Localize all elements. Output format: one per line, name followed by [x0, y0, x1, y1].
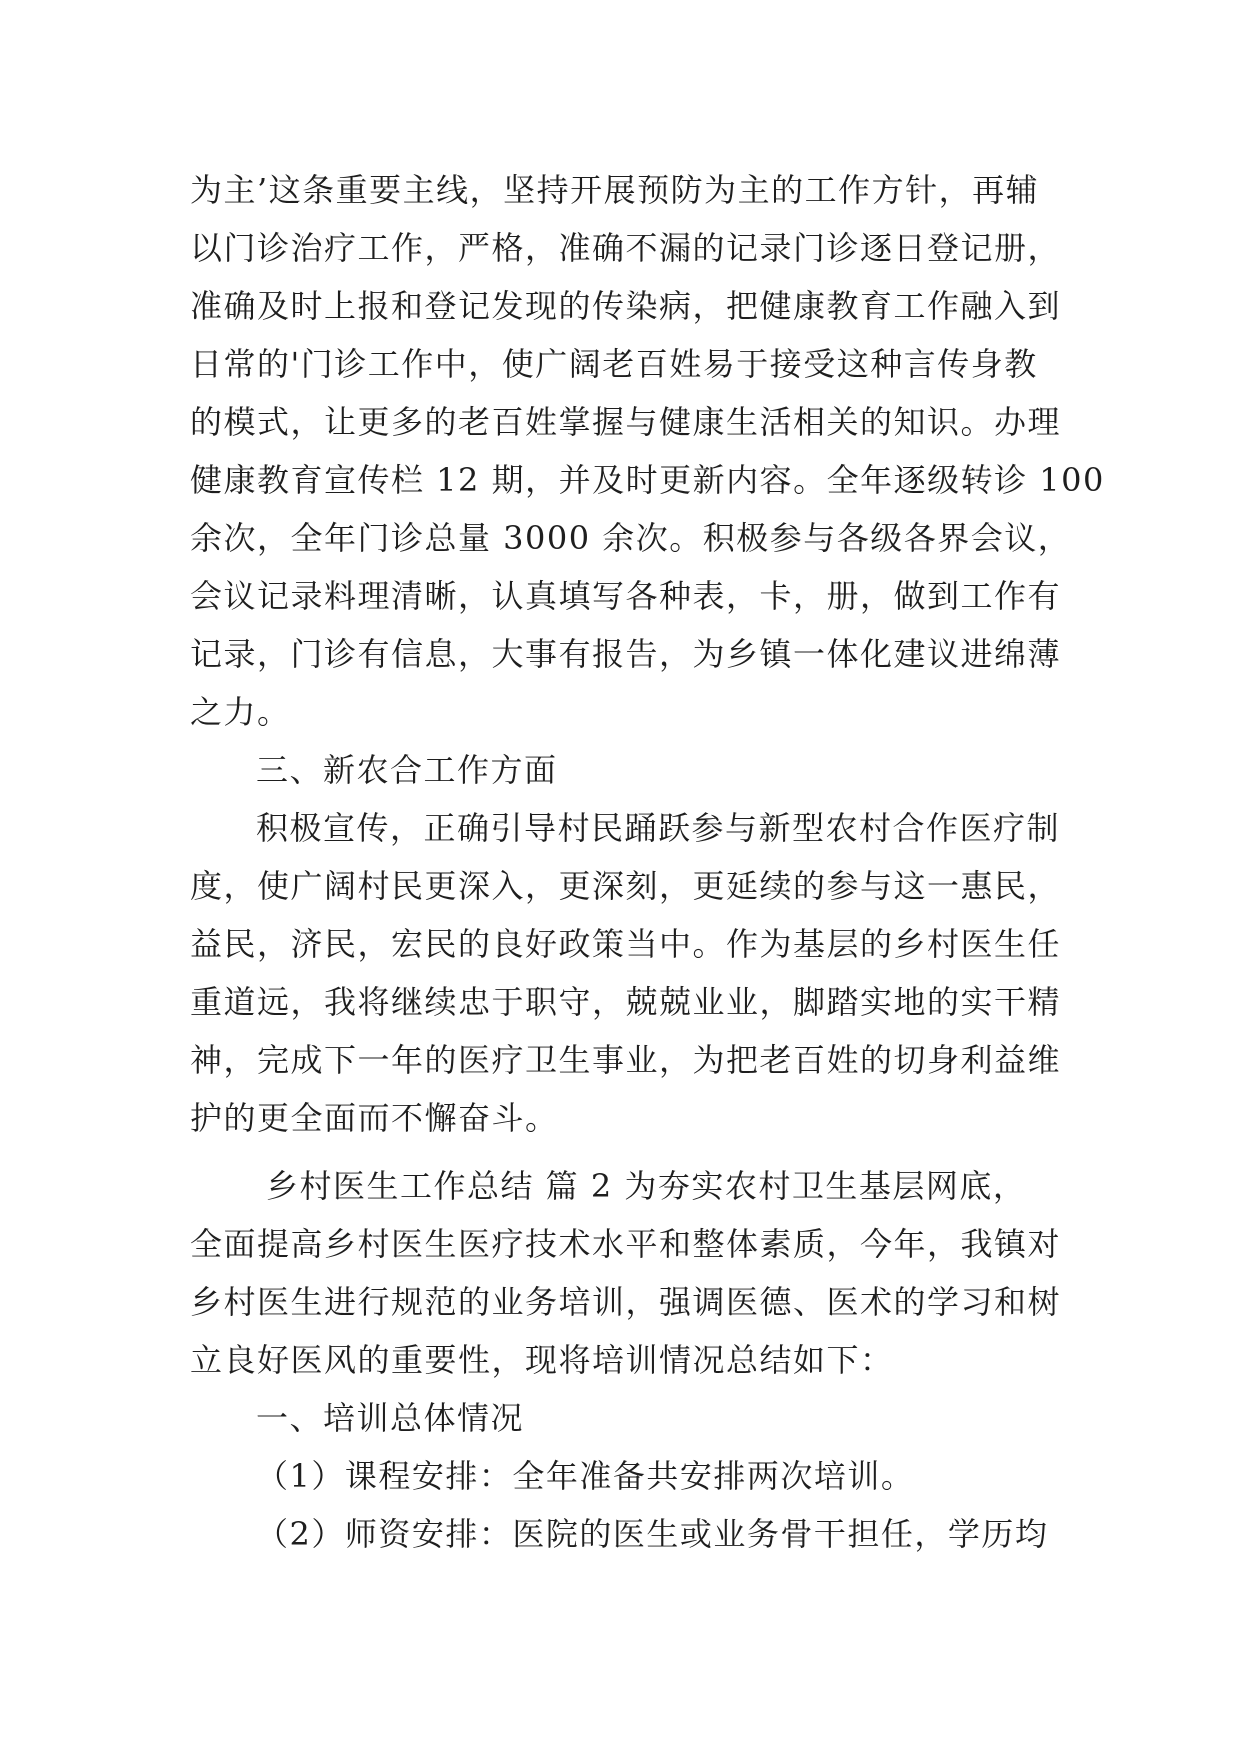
paragraph-line: 全面提高乡村医生医疗技术水平和整体素质，今年，我镇对 [190, 1225, 1062, 1263]
paragraph-line: 重道远，我将继续忠于职守，兢兢业业，脚踏实地的实干精 [190, 983, 1062, 1021]
paragraph-line: 的模式，让更多的老百姓掌握与健康生活相关的知识。办理 [190, 403, 1062, 441]
paragraph-line: 以门诊治疗工作，严格，准确不漏的记录门诊逐日登记册， [190, 229, 1062, 267]
paragraph-line: 立良好医风的重要性，现将培训情况总结如下： [190, 1341, 894, 1379]
paragraph-line: 积极宣传，正确引导村民踊跃参与新型农村合作医疗制 [256, 809, 1061, 847]
list-item: （1）课程安排：全年准备共安排两次培训。 [256, 1457, 915, 1495]
section-heading: 三、新农合工作方面 [256, 751, 558, 789]
paragraph-line: 健康教育宣传栏 12 期，并及时更新内容。全年逐级转诊 100 [190, 461, 1105, 499]
paragraph-line: 之力。 [190, 693, 291, 731]
paragraph-line: 余次，全年门诊总量 3000 余次。积极参与各级各界会议， [190, 519, 1072, 557]
paragraph-line: 日常的'门诊工作中，使广阔老百姓易于接受这种言传身教 [190, 345, 1038, 383]
paragraph-line: 护的更全面而不懈奋斗。 [190, 1099, 559, 1137]
paragraph-line: 记录，门诊有信息，大事有报告，为乡镇一体化建议进绵薄 [190, 635, 1062, 673]
paragraph-line: 为主’这条重要主线，坚持开展预防为主的工作方针，再辅 [190, 171, 1040, 209]
section-heading: 一、培训总体情况 [256, 1399, 525, 1437]
paragraph-line: 会议记录料理清晰，认真填写各种表，卡，册，做到工作有 [190, 577, 1062, 615]
paragraph-line: 度，使广阔村民更深入，更深刻，更延续的参与这一惠民， [190, 867, 1062, 905]
paragraph-line: 乡村医生进行规范的业务培训，强调医德、医术的学习和树 [190, 1283, 1062, 1321]
paragraph-line: 益民，济民，宏民的良好政策当中。作为基层的乡村医生任 [190, 925, 1062, 963]
article-title-line: 乡村医生工作总结 篇 2 为夯实农村卫生基层网底， [266, 1167, 1027, 1205]
paragraph-line: 神，完成下一年的医疗卫生事业，为把老百姓的切身利益维 [190, 1041, 1062, 1079]
list-item: （2）师资安排：医院的医生或业务骨干担任，学历均 [256, 1515, 1049, 1553]
paragraph-line: 准确及时上报和登记发现的传染病，把健康教育工作融入到 [190, 287, 1062, 325]
